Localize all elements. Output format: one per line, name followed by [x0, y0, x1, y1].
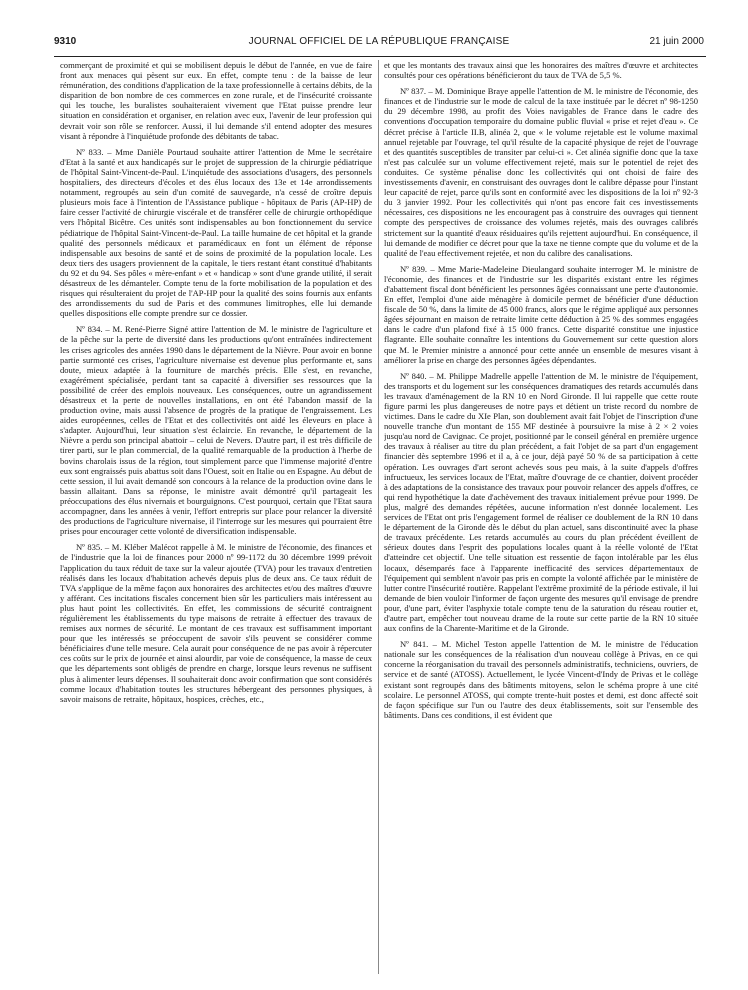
page-header — [54, 34, 704, 50]
paragraph-continuation: commerçant de proximité et qui se mobilisent depuis le début de l'année, en vue de faire front aux menaces qui pèsent sur eux. En effet, compte tenu : de la baisse de leur rémunération, des conditions d'application de la taxe professionnelle à certains débits, de la disparition de bon nombre de ces commerces en zone rurale, et de l'insécurité croissante qui les touche, les buralistes souhaiteraient vivement que l'Etat puisse prendre leur situation en considération et organiser, en relation avec eux, l'avenir de leur profession qui devrait voir son rôle se renforcer. Aussi, il lui demande s'il entend adopter des mesures visant à répondre à l'inquiétude profonde des débitants de tabac. — [60, 60, 372, 141]
question-840: Nº 840. – M. Philippe Madrelle appelle l'attention de M. le ministre de l'équipement, des transports et du logement sur les conséquences dramatiques des retards accumulés dans les travaux d'aménagement de la RN 10 en Nord Gironde. Il lui rappelle que cette route figure parmi les plus dangereuses de notre pays et détient un triste record du nombre de victimes. Dans le cadre du XIe Plan, son doublement avait fait l'objet de l'inscription d'une nouvelle tranche d'un montant de 155 MF destinée à poursuivre la mise à 2 × 2 voies jusqu'au nord de Cavignac. Ce projet, positionné par le conseil général en première urgence des travaux à réaliser au titre du plan précédent, a fait l'objet de sa part d'un engagement financier dès septembre 1996 et il a, à ce jour, déjà payé 50 % de sa participation à cette opération. Les ouvrages d'art seront achevés sous peu mais, à la suite d'appels d'offres infructueux, les services locaux de l'Etat, maître d'ouvrage de ce chantier, doivent procéder à des adaptations de la consistance des travaux pour pouvoir relancer des appels d'offres, ce qui rend hypothétique la date d'achèvement des travaux initialement prévue pour 1999. De plus, malgré des demandes répétées, aucune information n'est donnée localement. Les services de l'Etat ont pris l'engagement formel de réaliser ce doublement de la RN 10 dans le département de la Gironde dès le début du plan actuel, sans discontinuité avec la phase de travaux précédente. Les retards accumulés au cours du plan précédent éveillent de sérieux doutes dans l'esprit des populations locales quant à la réelle volonté de l'Etat d'atteindre cet objectif. Une telle situation est ressentie de façon intolérable par les élus locaux, désemparés face à l'apparente inefficacité des services départementaux de l'équipement qui semblent n'avoir pas pris en compte la volonté affichée par le ministère de lutter contre l'insécurité routière. Rappelant l'extrême proximité de la période estivale, il lui demande de bien vouloir l'informer de façon urgente des mesures qu'il envisage de prendre pour, d'une part, éviter l'asphyxie totale compte tenu de la saturation du réseau routier et, d'autre part, empêcher tout nouveau drame de la route sur cette partie de la RN 10 située aux confins de la Charente-Maritime et de la Gironde. — [384, 370, 698, 634]
header-rule — [54, 56, 706, 57]
question-835: Nº 835. – M. Kléber Malécot rappelle à M. le ministre de l'économie, des finances et de l'industrie que la loi de finances pour 2000 nº 99-1172 du 30 décembre 1999 prévoit l'application du taux réduit de taxe sur la valeur ajoutée (TVA) pour les travaux d'entretien réalisés dans les locaux d'habitation achevés depuis plus de deux ans. Ce taux réduit de TVA s'applique de la même façon aux honoraires des architectes et/ou des maîtres d'œuvre y afférant. Ces incitations fiscales concernent bien sûr les particuliers mais intéressent au plus haut point les collectivités. En effet, les commissions de sécurité contraignent régulièrement les établissements du type maisons de retraite à effectuer des travaux de remises aux normes de sécurité. Le montant de ces travaux est suffisamment important pour que les intéressés se préoccupent de savoir s'ils peuvent se considérer comme bénéficiaires d'une telle mesure. Cela aurait pour conséquence de ne pas avoir à répercuter ces coûts sur le prix de journée et ainsi alourdir, par voie de conséquence, la masse de ceux que les départements sont obligés de prendre en charge, lorsque leurs revenus ne suffisent plus à alimenter leurs dépenses. Il souhaiterait donc avoir confirmation que sont considérés comme locaux d'habitation toutes les structures hébergeant des personnes physiques, à savoir maisons de retraite, hôpitaux, hospices, crèches, etc., — [60, 542, 372, 704]
question-834: Nº 834. – M. René-Pierre Signé attire l'attention de M. le ministre de l'agriculture et de la pêche sur la perte de diversité dans les productions qu'ont entraînées indirectement les crises agricoles des années 1990 dans le département de la Nièvre. Pour avoir en bonne partie surmonté ces crises, l'agriculture nivernaise est devenue plus performante et, sans doute, mieux adaptée à la fourniture de marchés précis. Elle s'est, en revanche, exagérément spécialisée, perdant tant sa capacité à diversifier ses ressources que la possibilité de créer des emplois nouveaux. Les conséquences, outre un agrandissement désastreux et la perte de nouvelles installations, en ont été l'abandon massif de la production ovine, mais aussi l'absence de progrès de la pratique de l'engraissement. Les aides européennes, celles de l'Etat et des collectivités ont aidé les éleveurs en place à s'adapter. Aujourd'hui, leur situation s'est éclaircie. En revanche, le département de la Nièvre a perdu son principal abattoir – celui de Nevers. D'autre part, il est très difficile de tirer parti, sur le plan commercial, de la qualité remarquable de la production à l'herbe de bovins charolais issus de la région, tout simplement parce que l'immense majorité d'entre eux sont engraissés puis abattus soit dans l'Ouest, soit en Italie ou en Espagne. Au début de cette session, il lui avait demandé son concours à la relance de la production ovine dans le bassin allaitant. Dans sa réponse, le ministre avait démontré qu'il partageait les préoccupations des élus nivernais et bourguignons. C'est pourquoi, certain que l'Etat saura accompagner, dans les années à venir, l'effort entrepris sur place pour relancer la diversité des productions de l'agriculture nivernaise, il l'interroge sur les mesures qui pourraient être prises pour encourager cette volonté de diversification indispensable. — [60, 324, 372, 537]
question-833: Nº 833. – Mme Danièle Pourtaud souhaite attirer l'attention de Mme le secrétaire d'Etat à la santé et aux handicapés sur le projet de suppression de la chirurgie pédiatrique de l'hôpital Saint-Vincent-de-Paul. L'inquiétude des associations d'usagers, des personnels hospitaliers, des directeurs d'écoles et des élus locaux des 13e et 14e arrondissements notamment, regroupés au sein d'un comité de sauvegarde, n'a cessé de croître depuis plusieurs mois face à l'intention de l'Assistance publique - hôpitaux de Paris (AP-HP) de faire cesser l'activité de chirurgie viscérale et de transférer celle de chirurgie orthopédique vers l'hôpital Bicêtre. Ces unités sont indispensables au bon fonctionnement du service pédiatrique de l'hôpital Saint-Vincent-de-Paul. La taille humaine de cet hôpital et la grande qualité des personnels médicaux et paramédicaux en font un élément de réponse indispensable aux besoins de santé et de soins de proximité de la population locale. Les deux tiers des usagers proviennent de la capitale, le tiers restant étant constitué d'habitants du 92 et du 94. Ses pôles « mère-enfant » et « handicap » sont d'une grande utilité, il serait désastreux de les démanteler. Compte tenu de la forte mobilisation de la population et des risques qui résulteraient du projet de l'AP-HP pour la qualité des soins fournis aux enfants des arrondissements du sud de Paris et des communes limitrophes, elle lui demande quelles dispositions elle compte prendre sur ce dossier. — [60, 146, 372, 319]
page-number: 9310 — [54, 36, 77, 47]
paragraph-continuation-835: et que les montants des travaux ainsi que les honoraires des maîtres d'œuvre et architectes consultés pour ces opérations bénéficieront du taux de TVA de 5,5 %. — [384, 60, 698, 81]
column-divider — [378, 60, 379, 974]
publication-date: 21 juin 2000 — [649, 36, 704, 47]
right-column — [384, 60, 698, 978]
question-839: Nº 839. – Mme Marie-Madeleine Dieulangard souhaite interroger M. le ministre de l'économie, des finances et de l'industrie sur les disparités existant entre les régimes d'abattement fiscal dont bénéficient les personnes âgées connaissant une perte d'autonomie. En effet, l'emploi d'une aide ménagère à domicile permet de bénéficier d'une déduction fiscale de 50 %, dans la limite de 45 000 francs, alors que le régime appliqué aux personnes âgées séjournant en maison de retraite limite cette déduction à 25 % des sommes engagées dans le cadre d'un plafond fixé à 15 000 francs. Cette disparité constitue une injustice flagrante. Elle souhaite connaître les intentions du Gouvernement sur cette question alors que M. le Premier ministre a annoncé pour cette année un ensemble de mesures visant à améliorer la prise en charge des personnes âgées dépendantes. — [384, 263, 698, 365]
question-841: Nº 841. – M. Michel Teston appelle l'attention de M. le ministre de l'éducation nationale sur les conséquences de la réalisation d'un nouveau collège à Privas, en ce qui concerne la réorganisation du travail des personnels administratifs, techniciens, ouvriers, de service et de santé (ATOSS). Actuellement, le lycée Vincent-d'Indy de Privas et le collège existant sont regroupés dans des bâtiments mitoyens, selon le schéma propre à une cité scolaire. Le personnel ATOSS, qui compte trente-huit postes et demi, est donc affecté soit de façon spécifique sur l'un ou l'autre des deux établissements, soit sur l'ensemble des bâtiments. Dans ces conditions, il est évident que — [384, 639, 698, 720]
journal-title: JOURNAL OFFICIEL DE LA RÉPUBLIQUE FRANÇAISE — [248, 36, 510, 47]
left-column — [60, 60, 372, 978]
question-837: Nº 837. – M. Dominique Braye appelle l'attention de M. le ministre de l'économie, des finances et de l'industrie sur le mode de calcul de la taxe instituée par le décret nº 98-1250 du 29 décembre 1998, au profit des Voies navigables de France dans le cadre des conventions d'occupation temporaire du domaine public fluvial « prise et rejet d'eau ». Ce décret précise à l'article II.B, alinéa 2, que « le volume rejetable est le volume maximal annuel rejetable par l'ouvrage, tel qu'il résulte de la capacité physique de rejet de l'ouvrage et des quantités susceptibles de transiter par celui-ci ». Cet alinéa signifie donc que la taxe n'est pas calculée sur un volume effectivement rejeté, mais sur le potentiel de rejet des conduites. Ce système pénalise donc les collectivités qui ont choisi de faire des investissements d'avenir, en construisant des ouvrages dont le calibre dépasse pour l'instant leur capacité de rejet, parce qu'ils sont en conformité avec les dispositions de la loi nº 92-3 du 3 janvier 1992. Pour les collectivités qui n'ont pas encore fait ces investissements nécessaires, ces dispositions ne les encouragent pas à construire des ouvrages qui tiennent compte des perspectives de croissance des volumes rejetés, mais des ouvrages calibrés strictement sur la quantité d'eaux résiduaires qu'ils rejettent aujourd'hui. En conséquence, il lui demande de modifier ce décret pour que la taxe ne tienne compte que du volume et de la qualité de l'eau effectivement rejetée, et non du calibre des canalisations. — [384, 86, 698, 258]
